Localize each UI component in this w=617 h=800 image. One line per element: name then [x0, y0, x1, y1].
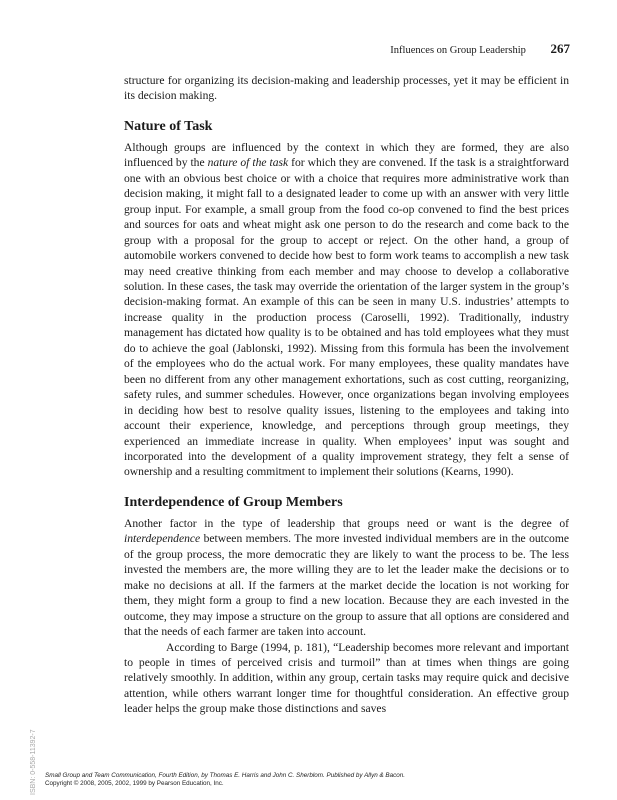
paragraph-text: between members. The more invested individual members are in the outcome of the group process, the more democratic they are likely to want the process to be. The less invested the members are, the more willing they are to let the leader make the decisions or to make no decisions at all. If the farmers at the market decide the location is not working for them, they might form a group to find a new location. Because they are each invested in the outcome, they may impose a structure on the group to assure that all options are considered and that the needs of each farmer are taken into account.	[124, 532, 569, 639]
section-heading-nature-of-task: Nature of Task	[124, 118, 213, 134]
page-header	[390, 41, 570, 57]
page-number: 267	[550, 41, 570, 56]
running-title: Influences on Group Leadership	[390, 45, 526, 56]
body-text	[124, 73, 569, 717]
paragraph-nature-of-task	[124, 140, 569, 480]
paragraph-barge-quote: According to Barge (1994, p. 181), “Leadership becomes more relevant and important to people in times of perceived crisis and turmoil” than at times when things are going relatively smoothly. In addition, within any group, certain tasks may require quick and decisive attention, while others warrant longer time for thoughtful consideration. An effective group leader helps the group make those distinctions and saves	[124, 640, 569, 716]
intro-paragraph: structure for organizing its decision-making and leadership processes, yet it may be efficient in its decision making.	[124, 74, 569, 103]
paragraph-text: for which they are convened. If the task is a straightforward one with an obvious best choice or with a choice that requires more administrative work than decision making, it might fall to a designated leader to come up with an answer with very little group input. For example, a small group from the food co-op convened to find the best prices and sources for oats and wheat might ask one person to do the research and come back to the group with a proposal for the group to accept or reject. On the other hand, a group of automobile workers convened to decide how best to form work teams to accomplish a new task may need creative thinking from each member and may choose to develop a collaborative solution. In these cases, the task may override the orientation of the larger system in the group’s decision-making format. An example of this can be seen in many U.S. industries’ attempts to increase quality in the production process (Caroselli, 1992). Traditionally, industry management has dictated how quality is to be obtained and has told employees what they must do to achieve the goal (Jablonski, 1992). Missing from this formula has been the involvement of the employees who do the actual work. For many employees, these quality mandates have been no different from any other management exhortations, such as cost cutting, reorganizing, safety rules, and summer schedules. However, once organizations began involving employees in deciding how best to resolve quality issues, listening to the employees and taking into account their experience, knowledge, and perceptions through group meetings, they experienced an immediate increase in quality. When employees’ input was sought and incorporated into the development of a quality improvement strategy, they felt a sense of ownership and a resulting commitment to implement their solutions (Kearns, 1990).	[124, 156, 569, 479]
paragraph-interdependence	[124, 516, 569, 640]
paragraph-text: Another factor in the type of leadership that groups need or want is the degree of	[124, 516, 569, 530]
footer-copyright: Copyright © 2008, 2005, 2002, 1999 by Pearson Education, Inc.	[45, 780, 224, 788]
footer-citation: Small Group and Team Communication, Fourth Edition, by Thomas E. Harris and John C. Sherblom. Published by Allyn & Bacon.	[45, 772, 406, 779]
copyright-footer	[45, 772, 585, 789]
section-heading-interdependence: Interdependence of Group Members	[124, 494, 343, 510]
emphasis-text: interdependence	[124, 532, 201, 546]
emphasis-text: nature of the task	[207, 156, 289, 170]
isbn-margin-note	[28, 665, 40, 795]
isbn-text: ISBN: 0-558-11392-7	[30, 729, 37, 795]
paragraph-text: Although groups are influenced by the context in which they are formed, they are also influenced by the	[124, 140, 569, 170]
